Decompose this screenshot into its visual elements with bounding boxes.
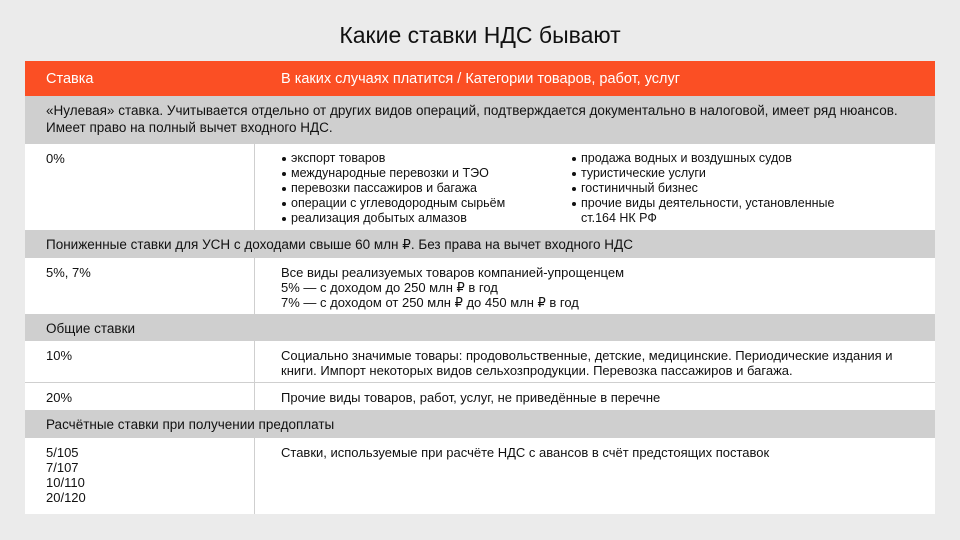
cases-cell (255, 144, 935, 230)
cases-cell: Ставки, используемые при расчёте НДС с авансов в счёт предстоящих поставок (281, 445, 770, 460)
rate-cell: 10% (25, 341, 255, 382)
section-calculated-rates: Расчётные ставки при получении предоплаты (25, 410, 935, 438)
text-line: 7% — с доходом от 250 млн ₽ до 450 млн ₽ в год (281, 295, 579, 310)
page-title: Какие ставки НДС бывают (339, 22, 621, 48)
list-item: операции с углеводородным сырьём (281, 196, 571, 211)
rate-cell: 20% (25, 383, 255, 410)
list-item: перевозки пассажиров и багажа (281, 181, 571, 196)
zero-rate-list-left (281, 151, 571, 224)
list-item: гостиничный бизнес (571, 181, 871, 196)
rate-cell: 0% (25, 144, 255, 230)
text-line: 5% — с доходом до 250 млн ₽ в год (281, 280, 498, 295)
rate-value: 7/107 (46, 460, 79, 475)
rate-value: 20/120 (46, 490, 86, 505)
list-item: реализация добытых алмазов (281, 211, 571, 226)
cases-cell: Прочие виды товаров, работ, услуг, не приведённые в перечне (281, 390, 661, 405)
table-row (25, 144, 935, 230)
section-general-rates: Общие ставки (25, 314, 935, 341)
rate-value: 10/110 (46, 475, 85, 490)
list-item: международные перевозки и ТЭО (281, 166, 571, 181)
table-row (25, 438, 935, 514)
list-item: экспорт товаров (281, 151, 571, 166)
text-line: Все виды реализуемых товаров компанией-упрощенцем (281, 265, 625, 280)
header-rate: Ставка (46, 70, 94, 87)
table-row (25, 383, 935, 410)
section-zero-rate: «Нулевая» ставка. Учитывается отдельно от других видов операций, подтверждается документально в налоговой, имеет ряд нюансов. Имеет право на полный вычет входного НДС. (25, 96, 935, 144)
vat-rates-table (25, 61, 935, 514)
rate-value: 5/105 (46, 445, 79, 460)
cases-cell: Социально значимые товары: продовольственные, детские, медицинские. Периодические издания и книги. Импорт некоторых видов сельхозпродукции. Перевозка пассажиров и багажа. (281, 348, 893, 378)
table-row (25, 258, 935, 314)
zero-rate-list-right (571, 151, 871, 224)
table-row (25, 341, 935, 383)
list-item: туристические услуги (571, 166, 871, 181)
header-cases: В каких случаях платится / Категории товаров, работ, услуг (281, 70, 681, 87)
cases-cell (255, 258, 935, 314)
list-item: прочие виды деятельности, установленные ст.164 НК РФ (571, 196, 871, 226)
section-reduced-rates: Пониженные ставки для УСН с доходами свыше 60 млн ₽. Без права на вычет входного НДС (25, 230, 935, 258)
rate-cell: 5%, 7% (25, 258, 255, 314)
table-header (25, 61, 935, 96)
rate-cell (25, 438, 255, 514)
list-item: продажа водных и воздушных судов (571, 151, 871, 166)
